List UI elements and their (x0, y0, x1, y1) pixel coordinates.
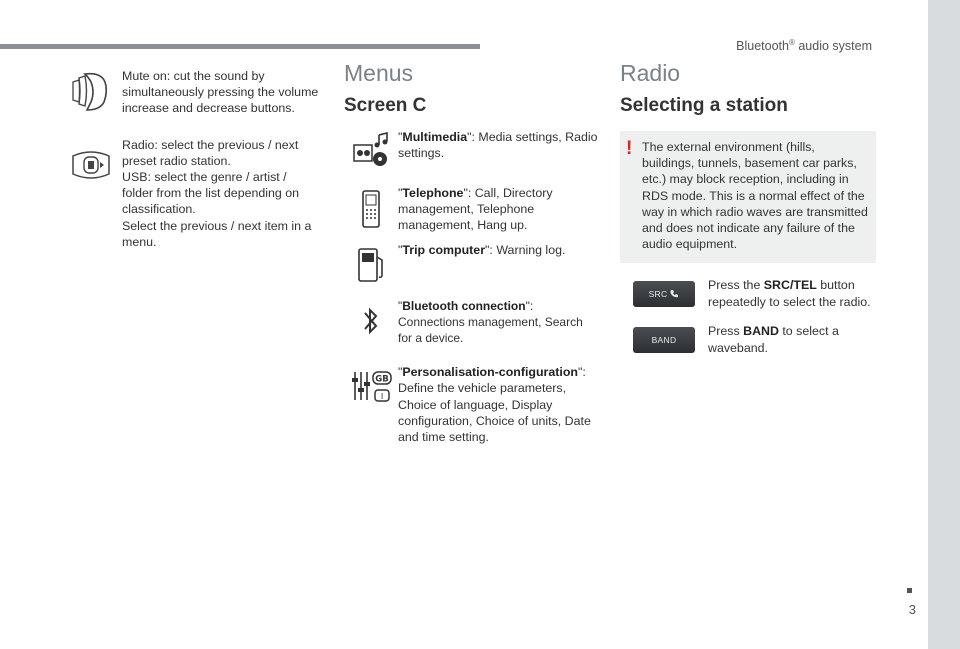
mute-description: Mute on: cut the sound by simultaneously pressing the volume increase and decrease buttons. (122, 69, 319, 116)
menu-item-trip-computer (344, 242, 602, 286)
band-description: Press BAND to select a waveband. (708, 324, 839, 355)
thumbwheel-entry (60, 137, 320, 250)
mute-entry (60, 68, 320, 117)
selecting-station-subheading: Selecting a station (620, 95, 788, 116)
personalisation-description: "Personalisation-configuration": Define the vehicle parameters, Choice of language, Display configuration, Choice of units, Date and time setting. (398, 365, 591, 445)
steering-control-thumbwheel-icon (60, 137, 122, 193)
band-button-icon: BAND (633, 327, 695, 353)
menus-heading: Menus (344, 60, 414, 86)
svg-text:GB: GB (375, 374, 389, 385)
telephone-description: "Telephone": Call, Directory management, Telephone management, Hang up. (398, 186, 553, 233)
bluetooth-description: "Bluetooth connection": Connections management, Search for a device. (398, 298, 583, 346)
multimedia-description: "Multimedia": Media settings, Radio settings. (398, 130, 598, 161)
multimedia-icon (344, 129, 398, 169)
menu-item-bluetooth (344, 298, 602, 347)
header-rule (0, 44, 480, 49)
radio-column (620, 60, 876, 357)
page-header-title: Bluetooth® audio system (736, 38, 872, 54)
src-tel-description: Press the SRC/TEL button repeatedly to select the radio. (708, 278, 871, 309)
screen-c-subheading: Screen C (344, 95, 427, 116)
reception-warning-text: The external environment (hills, buildings, tunnels, basement car parks, etc.) may block reception, including in RDS mode. This is a normal effect of the way in which radio waves are transmitted and does not indicate any failure of the audio equipment. (642, 140, 868, 252)
page-side-strip (928, 0, 960, 649)
menus-column (344, 60, 602, 445)
page-number: 3 (908, 602, 916, 617)
src-tel-button-icon: SRC (633, 281, 695, 307)
bluetooth-icon (344, 298, 398, 344)
step-src-tel (620, 277, 876, 311)
phone-handset-icon (669, 289, 679, 299)
radio-heading: Radio (620, 60, 681, 86)
steering-controls-column (60, 60, 320, 250)
personalisation-icon (344, 364, 398, 408)
trip-computer-description: "Trip computer": Warning log. (398, 242, 566, 257)
menu-item-telephone (344, 185, 602, 234)
telephone-icon (344, 185, 398, 233)
trip-computer-icon (344, 242, 398, 286)
menu-item-multimedia (344, 129, 602, 169)
steering-control-mute-icon (60, 68, 122, 114)
step-band (620, 323, 876, 357)
reception-warning-box (620, 131, 876, 263)
menu-item-personalisation (344, 364, 602, 445)
continuation-marker (907, 588, 912, 593)
svg-text:I: I (380, 392, 384, 402)
thumbwheel-description: Radio: select the previous / next preset radio station. USB: select the genre / artist / folder from the list depending on classification. Select the previous / next item in a menu. (122, 137, 312, 249)
warning-exclamation-icon: ! (626, 138, 633, 159)
